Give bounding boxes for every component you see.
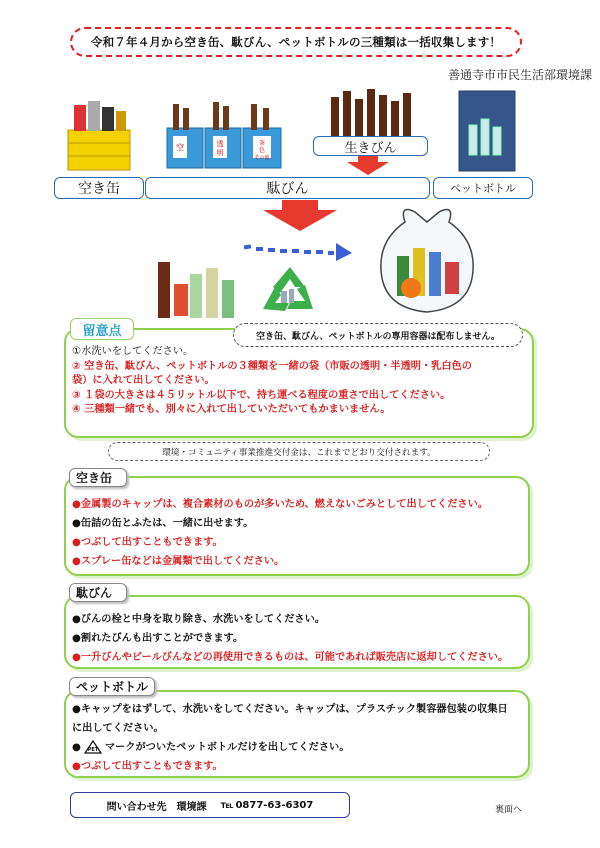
note-item: ④ 三種類一緒でも、別々に入れて出していただいてもかまいません。 [72,404,391,415]
bottles-crates-illustration [165,100,285,170]
list-item: ●割れたびんも出すことができます。 [72,633,244,644]
note-item: ② 空き缶、駄びん、ペットボトルの３種類を一緒の袋（市販の透明・半透明・乳白色の [72,360,472,372]
crate-label-clear-1: 透 [216,140,224,148]
bottles-list [72,610,508,667]
list-item: ●つぶして出すこともできます。 [72,761,223,772]
cans-section-title: 空き缶 [69,468,127,487]
notes-list [72,345,472,418]
list-item: ●つぶして出すこともできます。 [72,537,223,548]
page-title: 令和７年４月から空き缶、駄びん、ペットボトルの三種類は一括収集します！ [90,35,502,49]
crate-label-clear-2: 明 [216,149,224,157]
list-item: ●スプレー缶などは金属類で出してください。 [72,556,285,567]
pet-recycle-mark-icon [84,740,102,756]
list-item: に出してください。 [72,723,164,734]
list-item: ●一升びんやビールびんなどの再使用できるものは、可能であれば販売店に返却してください。 [72,652,509,663]
crate-label-other: その他 [254,155,270,161]
raw-bottles-illustration [325,85,425,140]
cans-crate-illustration [60,95,140,175]
reverse-side-note: 裏面へ [495,805,523,815]
down-arrow-icon [262,200,338,232]
crate-label-brown-2: 色 [258,147,266,154]
department-name: 善通寺市市民生活部環境課 [447,68,592,82]
dotted-arrow-icon [240,235,355,265]
container-notice: 空き缶、駄びん、ペットボトルの専用容器は配布しません。 [233,323,523,347]
list-item: ●金属製のキャップは、複合素材のものが多いため、燃えないごみとして出してください。 [72,499,488,510]
list-item: ●びんの栓と中身を取り除き、水洗いをしてください。 [72,614,325,625]
pet-mark-text: PET [87,746,99,753]
crate-label-brown-1: 茶 [258,140,266,147]
cans-list [72,495,488,571]
collection-bag-illustration [375,200,480,315]
bullet: ● [72,742,81,753]
crate-label-empty: 空 [176,143,184,152]
note-item: 袋）に入れて出してください。 [72,375,215,386]
bottles-label: 駄びん [145,177,430,199]
cans-label: 空き缶 [54,177,144,199]
note-item: ③ １袋の大きさは４５リットル以下で、持ち運べる程度の重さで出してください。 [72,389,451,401]
bottles-section-title: 駄びん [69,583,127,602]
phone-icon: ℡ [220,799,234,811]
list-item: ●缶詰の缶とふたは、一緒に出せます。 [72,518,254,529]
list-item: ● PET マークがついたペットボトルだけを出してください。 [72,738,508,757]
raw-bottles-label: 生きびん [313,136,428,156]
note-item: ①水洗いをしてください。 [72,346,194,357]
mixed-containers-illustration [150,250,240,320]
pet-list [72,700,508,776]
pet-bag-illustration [455,85,520,175]
recycle-icon [255,265,325,315]
title-banner [70,27,522,57]
down-arrow-small-icon [345,156,391,176]
pet-label: ペットボトル [433,177,533,199]
subsidy-notice: 環境・コミュニティ事業推進交付金は、これまでどおり交付されます。 [108,442,490,461]
contact-label: 問い合わせ先 環境課 [106,801,207,813]
contact-phone[interactable]: 0877-63-6307 [235,799,314,811]
list-item: ●キャップをはずして、水洗いをしてください。キャップは、プラスチック製容器包装の収集日 [72,704,508,715]
notes-title: 留意点 [70,318,134,340]
contact-box [70,792,350,818]
pet-section-title: ペットボトル [69,677,155,696]
